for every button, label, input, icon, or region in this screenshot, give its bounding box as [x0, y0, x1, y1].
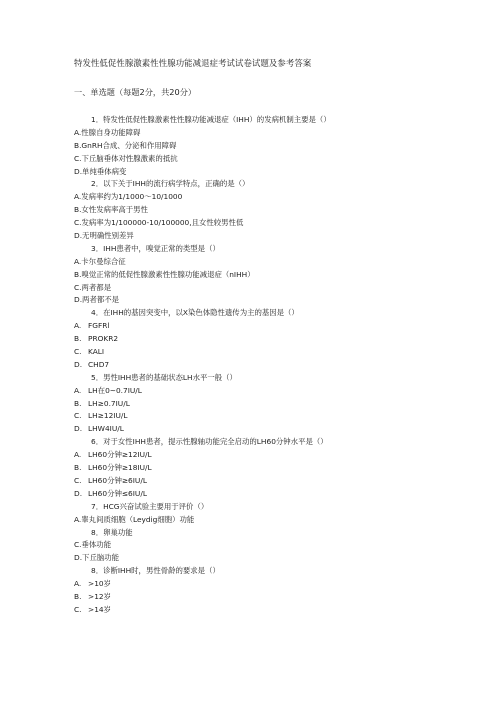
- option-letter: C.: [74, 604, 82, 614]
- option-letter: D.: [74, 359, 83, 369]
- answer-option: [0, 539, 500, 552]
- option-text: LH60分钟≥6IU/L: [88, 475, 147, 485]
- option-text: LH在0~0.7IU/L: [88, 385, 142, 395]
- answer-option: [0, 282, 500, 295]
- option-text: >10岁: [88, 579, 111, 589]
- option-letter: D.: [74, 166, 83, 176]
- option-text: LH60分钟≤6IU/L: [88, 488, 147, 498]
- answer-option: [0, 333, 500, 346]
- option-text: 两者都不是: [82, 295, 120, 305]
- option-text: >14岁: [88, 604, 111, 614]
- option-letter: B.: [74, 398, 82, 408]
- option-letter: B.: [74, 591, 82, 601]
- question-text: 6．对于女性IHH患者，提示性腺轴功能完全启动的LH60分钟水平是（）: [91, 437, 328, 447]
- option-letter: D.: [74, 295, 83, 305]
- answer-option: [0, 269, 500, 282]
- answer-option: [0, 204, 500, 217]
- answer-option: [0, 514, 500, 527]
- option-letter: A.: [74, 192, 82, 202]
- option-letter: D.: [74, 424, 83, 434]
- option-text: 两者都是: [81, 282, 112, 292]
- option-text: LH≥12IU/L: [88, 411, 128, 421]
- section-heading: 一、单选题（每题2分，共20分）: [74, 87, 197, 97]
- document-title: 特发性低促性腺激素性性腺功能减退症考试试卷试题及参考答案: [74, 58, 312, 68]
- option-text: 下丘脑垂体对性腺激素的抵抗: [81, 153, 178, 163]
- option-letter: B.: [74, 334, 82, 344]
- option-letter: B.: [74, 463, 82, 473]
- answer-option: [0, 423, 500, 436]
- option-letter: C.: [74, 282, 82, 292]
- option-letter: A.: [74, 514, 82, 524]
- option-text: LHW4IU/L: [88, 424, 124, 434]
- option-letter: C.: [74, 411, 82, 421]
- option-letter: C.: [74, 153, 82, 163]
- option-letter: B.: [74, 140, 82, 150]
- option-text: 性腺自身功能障碍: [81, 127, 141, 137]
- question-text: 1．特发性低促性腺激素性性腺功能减退症（IHH）的发病机制主要是（）: [91, 115, 331, 124]
- option-text: 发病率为1/100000-10/100000,且女性较男性低: [81, 218, 244, 228]
- answer-option: [0, 166, 500, 179]
- option-text: 垂体功能: [81, 540, 112, 550]
- question-text: 2．以下关于IHH的流行病学特点，正确的是（）: [91, 179, 250, 189]
- option-text: LH≥0.7IU/L: [88, 398, 130, 408]
- answer-option: [0, 191, 500, 204]
- option-letter: B.: [74, 205, 82, 215]
- option-text: 睾丸间质细胞（Leydig细胞）功能: [81, 514, 195, 524]
- answer-option: [0, 398, 500, 411]
- answer-option: [0, 462, 500, 475]
- option-text: PROKR2: [88, 334, 119, 344]
- option-text: 无明确性别差异: [82, 231, 134, 241]
- answer-option: [0, 475, 500, 488]
- option-letter: A.: [74, 256, 82, 266]
- answer-option: [0, 256, 500, 269]
- answer-option: [0, 230, 500, 243]
- answer-option: [0, 604, 500, 617]
- option-letter: D.: [74, 488, 83, 498]
- option-letter: A.: [74, 127, 82, 137]
- option-text: KALI: [88, 347, 105, 357]
- option-text: CHD7: [88, 359, 110, 369]
- option-letter: C.: [74, 218, 82, 228]
- option-text: 嗅觉正常的低促性腺激素性性腺功能减退症（nIHH）: [81, 269, 255, 279]
- option-text: 下丘脑功能: [82, 553, 120, 563]
- question-list: [0, 114, 500, 617]
- option-text: LH60分钟≥18IU/L: [88, 463, 152, 473]
- option-letter: C.: [74, 475, 82, 485]
- option-letter: A.: [74, 450, 82, 460]
- answer-option: [0, 217, 500, 230]
- option-letter: A.: [74, 321, 82, 331]
- answer-option: [0, 552, 500, 565]
- answer-option: [0, 488, 500, 501]
- option-letter: C.: [74, 540, 82, 550]
- option-letter: A.: [74, 579, 82, 589]
- answer-option: [0, 578, 500, 591]
- question-text: 5．男性IHH患者的基础状态LH水平一般（）: [91, 372, 237, 382]
- option-letter: B.: [74, 269, 82, 279]
- option-text: 卡尔曼综合征: [81, 256, 126, 266]
- question-text: 8．诊断IHH时，男性骨龄的要求是（）: [91, 566, 220, 576]
- answer-option: [0, 294, 500, 307]
- option-letter: C.: [74, 347, 82, 357]
- option-text: LH60分钟≥12IU/L: [88, 450, 152, 460]
- answer-option: [0, 320, 500, 333]
- answer-option: [0, 449, 500, 462]
- answer-option: [0, 140, 500, 153]
- option-text: 女性发病率高于男性: [81, 205, 148, 215]
- answer-option: [0, 591, 500, 604]
- answer-option: [0, 153, 500, 166]
- question-text: 7．HCG兴奋试验主要用于评价（）: [91, 501, 209, 511]
- answer-option: [0, 127, 500, 140]
- option-text: >12岁: [88, 591, 111, 601]
- option-text: 发病率约为1/1000～10/1000: [81, 192, 183, 202]
- option-text: GnRH合成、分泌和作用障碍: [81, 140, 177, 150]
- answer-option: [0, 359, 500, 372]
- option-letter: D.: [74, 553, 83, 563]
- answer-option: [0, 385, 500, 398]
- option-letter: A.: [74, 385, 82, 395]
- option-text: 单纯垂体病变: [82, 166, 127, 176]
- answer-option: [0, 410, 500, 423]
- answer-option: [0, 346, 500, 359]
- question-text: 8．卵巢功能: [91, 527, 133, 537]
- option-letter: D.: [74, 231, 83, 241]
- question-text: 4．在IHH的基因突变中，以X染色体隐性遗传为主的基因是（）: [91, 308, 299, 318]
- option-text: FGFRl: [88, 321, 110, 331]
- question-text: 3．IHH患者中，嗅觉正常的类型是（）: [91, 243, 220, 253]
